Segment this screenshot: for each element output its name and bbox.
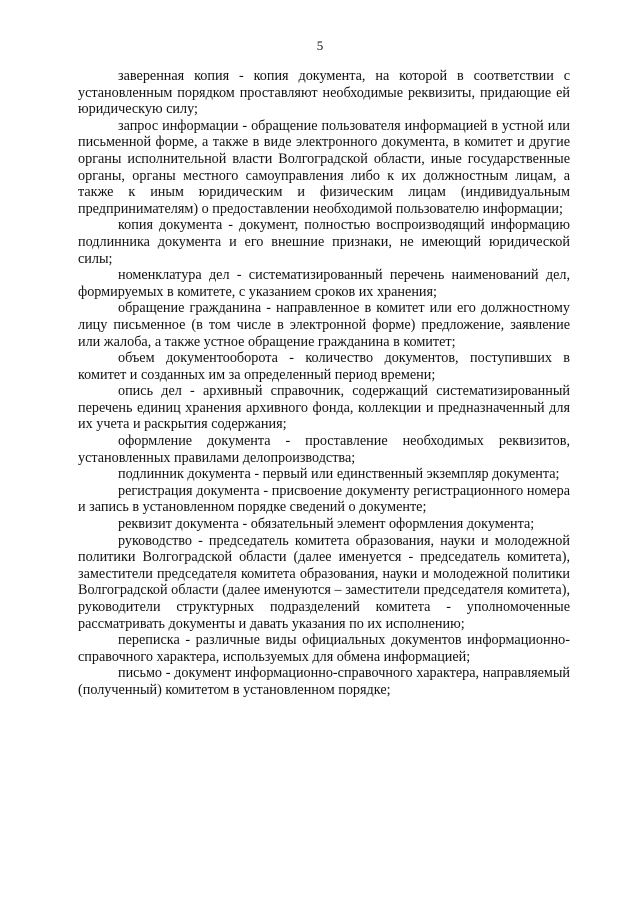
definition-document-copy: копия документа - документ, полностью воспроизводящий информацию подлинника документа и его внешние признаки, не имеющий юридической силы; bbox=[78, 217, 570, 267]
page-number: 5 bbox=[316, 38, 324, 53]
definition-document-requisite: реквизит документа - обязательный элемент оформления документа; bbox=[118, 516, 535, 533]
definition-file-inventory: опись дел - архивный справочник, содержащий систематизированный перечень единиц хранения архивного фонда, коллекции и предназначенный для их учета и раскрытия содержания; bbox=[78, 383, 570, 433]
definition-original-document: подлинник документа - первый или единственный экземпляр документа; bbox=[118, 466, 560, 483]
definition-letter: письмо - документ информационно-справочного характера, направляемый (полученный) комитетом в установленном порядке; bbox=[78, 665, 570, 698]
definition-correspondence: переписка - различные виды официальных документов информационно-справочного характера, используемых для обмена информацией; bbox=[78, 632, 570, 665]
document-body bbox=[78, 68, 570, 699]
definition-document-registration: регистрация документа - присвоение документу регистрационного номера и запись в установленном порядке сведений о документе; bbox=[78, 482, 570, 516]
definition-file-nomenclature: номенклатура дел - систематизированный перечень наименований дел, формируемых в комитете, с указанием сроков их хранения; bbox=[78, 267, 570, 300]
definition-document-formatting: оформление документа - проставление необходимых реквизитов, установленных правилами делопроизводства; bbox=[78, 433, 570, 466]
definition-citizen-appeal: обращение гражданина - направленное в комитет или его должностному лицу письменное (в том числе в электронной форме) предложение, заявление или жалоба, а также устное обращение гражданина в комитет; bbox=[78, 300, 570, 350]
definition-certified-copy: заверенная копия - копия документа, на которой в соответствии с установленным порядком проставляют необходимые реквизиты, придающие ей юридическую силу; bbox=[78, 68, 570, 118]
definition-document-flow-volume: объем документооборота - количество документов, поступивших в комитет и созданных им за определенный период времени; bbox=[78, 350, 570, 383]
definition-management: руководство - председатель комитета образования, науки и молодежной политики Волгоградской области (далее именуется - председатель комитета), заместители председателя комитета образования, науки и молодежной политики Волгоградской области (далее именуются – заместители председателя комитета), руководители структурных подразделений комитета - уполномоченные рассматривать документы и давать указания по их исполнению; bbox=[78, 532, 570, 632]
definition-information-request: запрос информации - обращение пользователя информацией в устной или письменной форме, а также в виде электронного документа, в комитет и другие органы исполнительной власти Волгоградской области, иные государственные органы, органы местного самоуправления либо к их должностным лицам, а также к иным юридическим и физическим лицам (индивидуальным предпринимателям) о предоставлении необходимой пользователю информации; bbox=[78, 117, 570, 217]
